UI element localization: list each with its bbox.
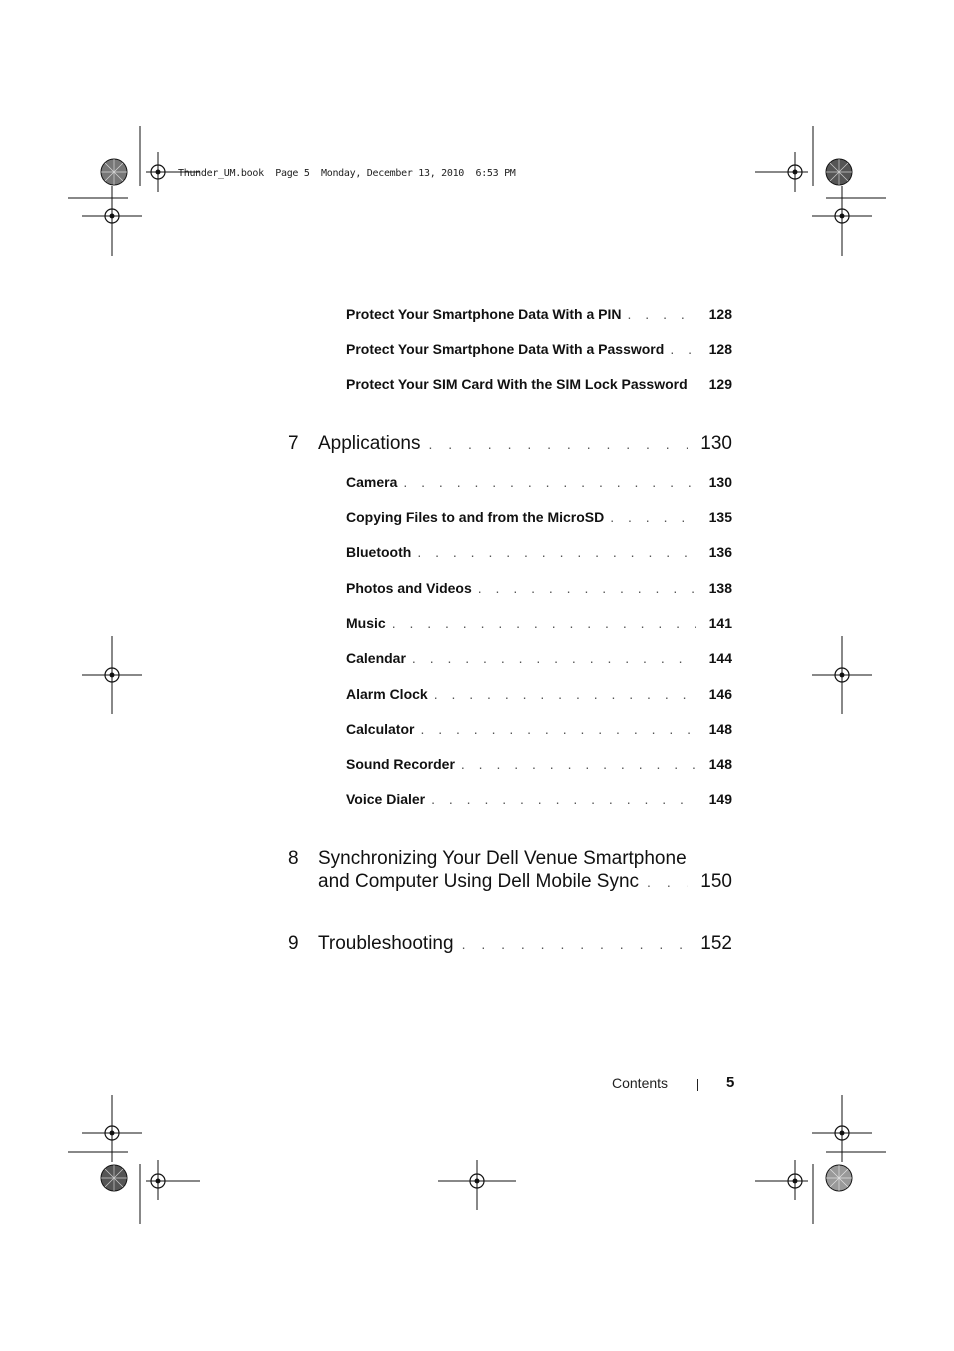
- toc-entry-page: 149: [708, 791, 732, 807]
- toc-chapter-9[interactable]: [288, 933, 732, 955]
- leader-dots: [478, 580, 696, 596]
- toc-entry-label: Music: [346, 615, 386, 631]
- toc-entry-label: Bluetooth: [346, 544, 412, 560]
- toc-entry[interactable]: [346, 756, 732, 776]
- leader-dots: [610, 509, 696, 525]
- chapter-number: 8: [288, 848, 299, 869]
- toc-entry-label: Voice Dialer: [346, 791, 426, 807]
- toc-entry-label: Protect Your Smartphone Data With a PIN: [346, 306, 622, 322]
- toc-entry[interactable]: [346, 544, 732, 564]
- toc-entry-page: 136: [708, 544, 732, 560]
- footer-divider: [697, 1079, 698, 1091]
- toc-entry-label: Camera: [346, 474, 398, 490]
- leader-dots: [392, 615, 696, 631]
- toc-entry-label: Photos and Videos: [346, 580, 472, 596]
- toc-entry-page: 129: [708, 376, 732, 392]
- printer-slug: Thunder_UM.book Page 5 Monday, December 13, 2010 6:53 PM: [178, 168, 516, 179]
- toc-entry-page: 144: [708, 650, 732, 666]
- toc-entry[interactable]: [346, 580, 732, 600]
- leader-dots: [420, 721, 696, 737]
- chapter-page: 150: [700, 871, 732, 892]
- chapter-title-line2: and Computer Using Dell Mobile Sync: [318, 871, 640, 892]
- toc-entry-page: 128: [708, 306, 732, 322]
- leader-dots: [428, 436, 688, 452]
- leader-dots: [417, 544, 696, 560]
- chapter-page: 152: [700, 933, 732, 954]
- leader-dots: [462, 936, 688, 952]
- toc-entry-page: 128: [708, 341, 732, 357]
- chapter-title: Troubleshooting: [318, 933, 454, 954]
- toc-entry[interactable]: [346, 650, 732, 670]
- toc-entry[interactable]: [346, 509, 732, 529]
- leader-dots: [434, 686, 696, 702]
- toc-entry[interactable]: [346, 306, 732, 326]
- toc-entry-page: 135: [708, 509, 732, 525]
- toc-entry-page: 148: [708, 721, 732, 737]
- toc-entry[interactable]: [346, 341, 732, 361]
- toc-chapter-8-line2[interactable]: [288, 871, 732, 893]
- leader-dots: [647, 874, 688, 890]
- toc-entry-label: Protect Your SIM Card With the SIM Lock Password: [346, 376, 688, 392]
- chapter-number: 9: [288, 933, 299, 954]
- toc-entry-page: 138: [708, 580, 732, 596]
- toc-entry[interactable]: [346, 686, 732, 706]
- leader-dots: [412, 650, 696, 666]
- footer-page-number: 5: [726, 1074, 735, 1091]
- leader-dots: [461, 756, 696, 772]
- toc-entry-page: 130: [708, 474, 732, 490]
- toc-entry-label: Sound Recorder: [346, 756, 455, 772]
- toc-entry[interactable]: [346, 791, 732, 811]
- toc-entry[interactable]: [346, 721, 732, 741]
- toc-entry-label: Calculator: [346, 721, 415, 737]
- leader-dots: [431, 791, 696, 807]
- toc-entry-label: Alarm Clock: [346, 686, 428, 702]
- toc-entry-page: 141: [708, 615, 732, 631]
- toc-chapter-8[interactable]: [288, 848, 732, 870]
- chapter-title: Applications: [318, 433, 421, 454]
- chapter-title-line1: Synchronizing Your Dell Venue Smartphone: [318, 848, 687, 869]
- chapter-number: 7: [288, 433, 299, 454]
- leader-dots: [628, 306, 696, 322]
- toc-entry-label: Protect Your Smartphone Data With a Password: [346, 341, 665, 357]
- toc-entry-label: Copying Files to and from the MicroSD: [346, 509, 605, 525]
- toc-entry-label: Calendar: [346, 650, 406, 666]
- chapter-page: 130: [700, 433, 732, 454]
- toc-chapter-7[interactable]: [288, 433, 732, 455]
- leader-dots: [670, 341, 696, 357]
- leader-dots: [403, 474, 696, 490]
- footer-section-label: Contents: [612, 1075, 669, 1091]
- toc-entry[interactable]: [346, 615, 732, 635]
- toc-entry[interactable]: [346, 474, 732, 494]
- toc-entry-page: 146: [708, 686, 732, 702]
- toc-entry-page: 148: [708, 756, 732, 772]
- toc-entry[interactable]: [346, 376, 732, 396]
